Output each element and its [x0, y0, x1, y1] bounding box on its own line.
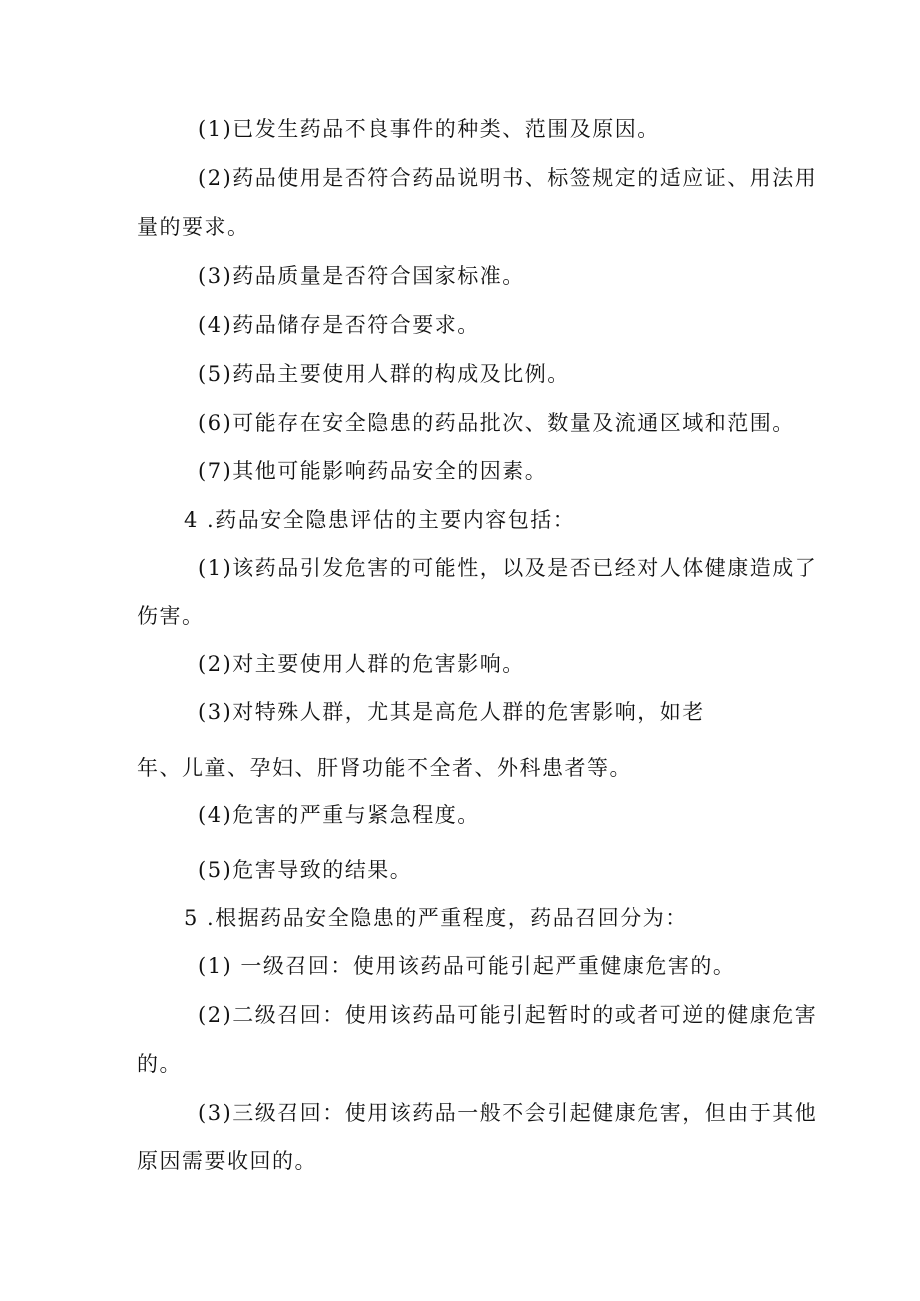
text-line: 年、儿童、孕妇、肝肾功能不全者、外科患者等。 [137, 756, 632, 780]
text-line: (2)二级召回：使用该药品可能引起暂时的或者可逆的健康危害 [198, 1003, 818, 1027]
text-line: 量的要求。 [137, 215, 250, 239]
text-line: (6)可能存在安全隐患的药品批次、数量及流通区域和范围。 [198, 411, 795, 435]
section-heading: 5 .根据药品安全隐患的严重程度，药品召回分为： [184, 906, 688, 930]
text-line: (3)对特殊人群，尤其是高危人群的危害影响，如老 [198, 700, 705, 724]
text-line: 的。 [137, 1052, 182, 1076]
text-line: (2)药品使用是否符合药品说明书、标签规定的适应证、用法用 [198, 166, 818, 190]
text-line: (1) 一级召回：使用该药品可能引起严重健康危害的。 [198, 954, 736, 978]
text-line: (3)药品质量是否符合国家标准。 [198, 264, 525, 288]
text-line: (5)危害导致的结果。 [198, 858, 413, 882]
text-line: (7)其他可能影响药品安全的因素。 [198, 459, 548, 483]
text-line: (3)三级召回：使用该药品一般不会引起健康危害，但由于其他 [198, 1101, 818, 1125]
text-line: (1)已发生药品不良事件的种类、范围及原因。 [198, 117, 660, 141]
text-line: (5)药品主要使用人群的构成及比例。 [198, 362, 570, 386]
text-line: 伤害。 [137, 604, 205, 628]
text-line: (4)危害的严重与紧急程度。 [198, 803, 480, 827]
text-line: (2)对主要使用人群的危害影响。 [198, 652, 525, 676]
text-line: (1)该药品引发危害的可能性，以及是否已经对人体健康造成了 [198, 556, 818, 580]
section-heading: 4 .药品安全隐患评估的主要内容包括： [184, 508, 576, 532]
text-line: (4)药品储存是否符合要求。 [198, 313, 480, 337]
text-line: 原因需要收回的。 [137, 1149, 317, 1173]
